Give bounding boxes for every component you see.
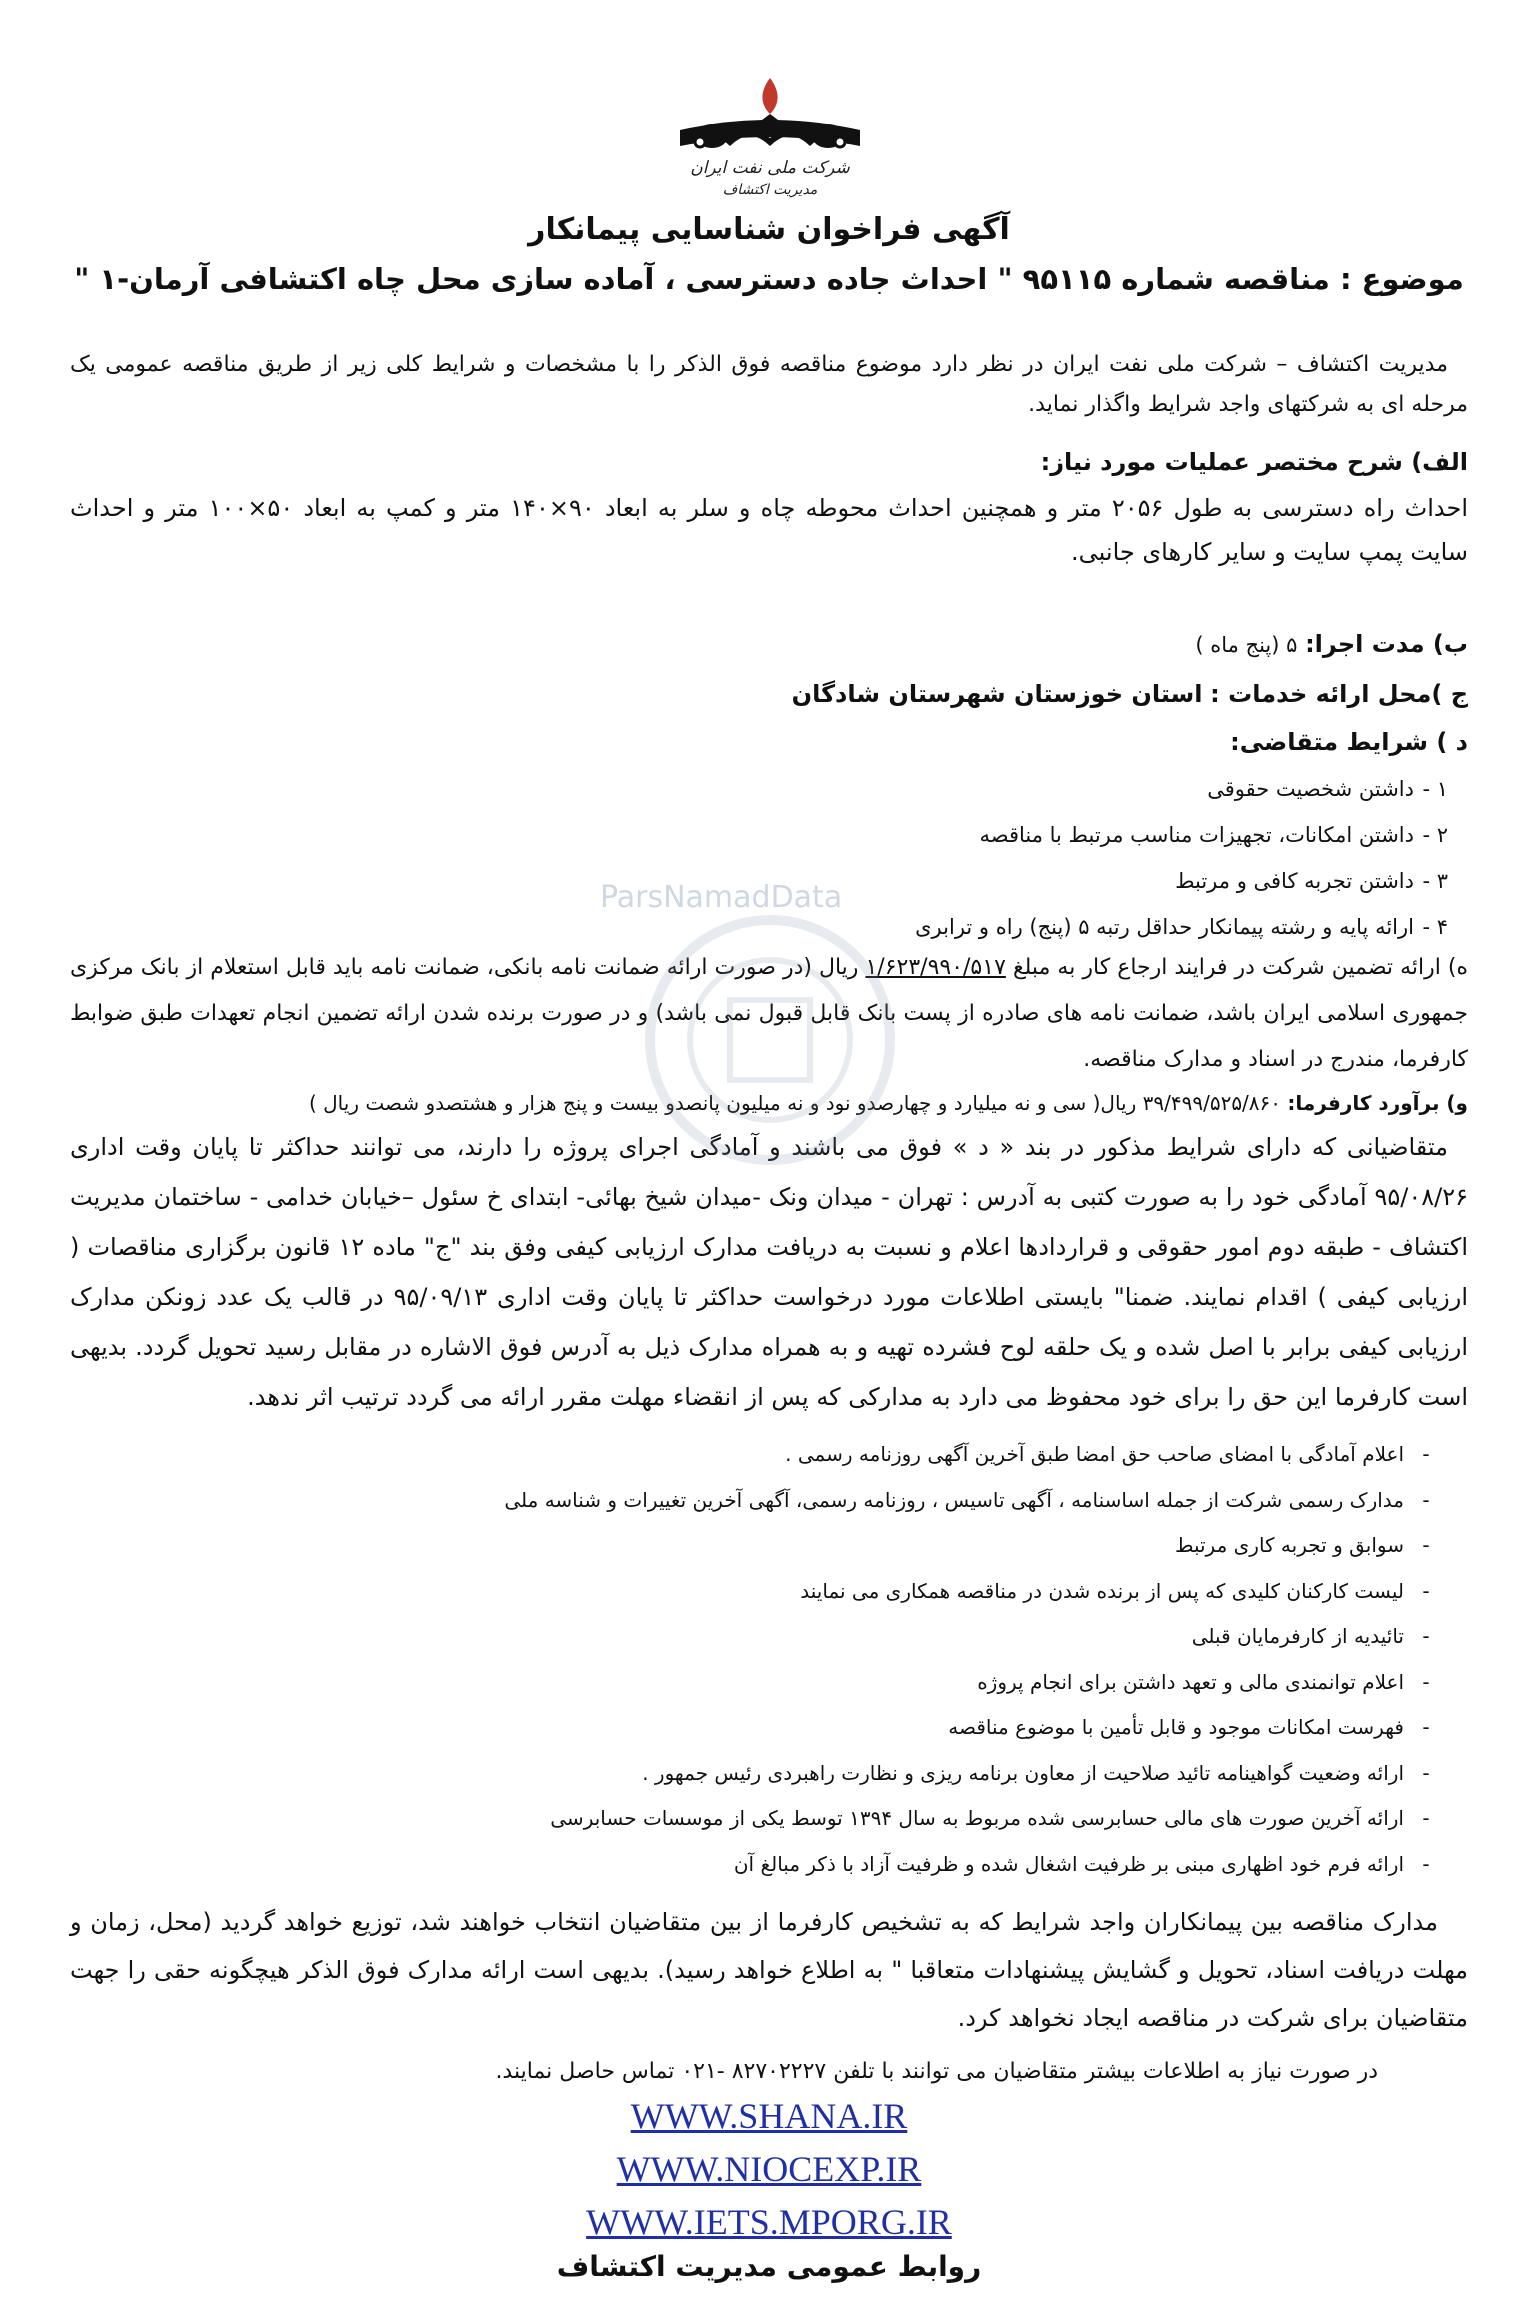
watermark-text: ParsNamadData — [600, 880, 843, 915]
list-item-text: فهرست امکانات موجود و قابل تأمین با موضوع مناقصه — [948, 1715, 1404, 1739]
list-item-text: سوابق و تجربه کاری مرتبط — [1174, 1533, 1404, 1557]
link-iets[interactable]: WWW.IETS.MPORG.IR — [586, 2202, 952, 2242]
logo-caption-department: مدیریت اکتشاف — [722, 182, 818, 198]
list-item-text: تائیدیه از کارفرمایان قبلی — [1191, 1624, 1404, 1648]
distribution-paragraph: مدارک مناقصه بین پیمانکاران واجد شرایط که به تشخیص کارفرما از بین متقاضیان انتخاب خواهند شد، توزیع خواهد گردید (محل، زمان و مهلت دریافت اسناد، تحویل و گشایش پیشنهادات متعاقبا " به اطلاع خواهد رسید). بدیهی است ارائه مدارک فوق الذکر هیچگونه حقی را جهت متقاضیان برای شرکت در مناقصه ایجاد نخواهد کرد. — [70, 1908, 1468, 2032]
section-c-label: ج )محل ارائه خدمات : — [1210, 680, 1468, 708]
link-shana[interactable]: WWW.SHANA.IR — [630, 2096, 908, 2136]
watermark-stamp-icon — [580, 890, 960, 1190]
list-item: -ارائه فرم خود اظهاری مبنی بر ظرفیت اشغال شده و ظرفیت آزاد با ذکر مبالغ آن — [733, 1851, 1430, 1876]
list-item-number: ۳ - — [1422, 869, 1448, 893]
list-item-text: داشتن شخصیت حقوقی — [1207, 777, 1414, 801]
section-v-value: ۳۹/۴۹۹/۵۲۵/۸۶۰ ریال( سی و نه میلیارد و چهارصدو نود و نه میلیون پانصدو بیست و پنج هزار و هشتصدو شصت ریال ) — [308, 1091, 1282, 1115]
list-item-text: ارائه وضعیت گواهینامه تائید صلاحیت از معاون برنامه ریزی و نظارت راهبردی رئیس جمهور . — [642, 1760, 1404, 1785]
contact-paragraph: در صورت نیاز به اطلاعات بیشتر متقاضیان می توانند با تلفن ۸۲۷۰۲۲۲۷ -۰۲۱ تماس حاصل نمایند. — [495, 2059, 1378, 2084]
section-e-text-end: ریال (در صورت ارائه ضمانت نامه بانکی، ضمانت نامه باید قابل استعلام از بانک مرکزی جمهوری اسلامی ایران باشد، ضمانت نامه های صادره از پست بانک قابل قبول نمی باشد) و در صورت برنده شدن ارائه تضمین انجام تعهدات طبق ضوابط کارفرما، مندرج در اسناد و مدارک مناقصه. — [70, 955, 1468, 1072]
list-item: -ارائه آخرین صورت های مالی حسابرسی شده مربوط به سال ۱۳۹۴ توسط یکی از موسسات حسابرسی — [550, 1806, 1430, 1830]
website-links — [0, 2090, 1538, 2249]
list-item-number: ۱ - — [1422, 777, 1448, 801]
logo-caption-company: شرکت ملی نفت ایران — [690, 158, 850, 178]
footer-signature: روابط عمومی مدیریت اکتشاف — [556, 2250, 982, 2283]
list-item: -اعلام توانمندی مالی و تعهد داشتن برای انجام پروژه — [977, 1669, 1430, 1694]
section-b-label: ب) مدت اجرا: — [1305, 630, 1468, 658]
list-item-text: مدارک رسمی شرکت از جمله اساسنامه ، آگهی تاسیس ، روزنامه رسمی، آگهی آخرین تغییرات و شناسه ملی — [504, 1487, 1404, 1512]
section-a-text: احداث راه دسترسی به طول ۲۰۵۶ متر و همچنین احداث محوطه چاه و سلر به ابعاد ۹۰×۱۴۰ متر و کمپ به ابعاد ۵۰×۱۰۰ متر و احداث سایت پمپ سایت و سایر کارهای جانبی. — [70, 494, 1469, 566]
section-c-value: استان خوزستان شهرستان شادگان — [791, 680, 1203, 708]
list-item-text: ارائه فرم خود اظهاری مبنی بر ظرفیت اشغال شده و ظرفیت آزاد با ذکر مبالغ آن — [733, 1851, 1404, 1876]
list-item-text: ارائه پایه و رشته پیمانکار حداقل رتبه ۵ (پنج) راه و ترابری — [915, 915, 1414, 939]
notice-subject: موضوع : مناقصه شماره ۹۵۱۱۵ " احداث جاده دسترسی ، آماده سازی محل چاه اکتشافی آرمان-۱ " — [74, 262, 1464, 296]
list-item-number: ۴ - — [1422, 915, 1448, 939]
notice-title: آگهی فراخوان شناسایی پیمانکار — [528, 212, 1010, 247]
list-item-number: ۲ - — [1422, 823, 1448, 847]
section-d-heading-text: د ) شرایط متقاضی: — [1230, 728, 1468, 756]
required-documents-list — [68, 1432, 1448, 1887]
list-item: -اعلام آمادگی با امضای صاحب حق امضا طبق آخرین آگهی روزنامه رسمی . — [785, 1442, 1430, 1466]
guarantee-amount: ۱/۶۲۳/۹۹۰/۵۱۷ — [865, 955, 1006, 980]
section-c — [70, 672, 1468, 716]
list-item-text: اعلام آمادگی با امضای صاحب حق امضا طبق آخرین آگهی روزنامه رسمی . — [785, 1442, 1404, 1466]
list-item: -سوابق و تجربه کاری مرتبط — [1174, 1533, 1430, 1557]
section-b-value: ۵ (پنج ماه ) — [1195, 633, 1298, 657]
list-item: -فهرست امکانات موجود و قابل تأمین با موضوع مناقصه — [948, 1715, 1430, 1739]
section-v-label: و) برآورد کارفرما: — [1287, 1091, 1468, 1115]
main-paragraph: متقاضیانی که دارای شرایط مذکور در بند « د » فوق می باشند و آمادگی اجرای پروژه را دارند، می توانند حداکثر تا پایان وقت اداری ۹۵/۰۸/۲۶ آمادگی خود را به صورت کتبی به آدرس : تهران - میدان ونک -میدان شیخ بهائی- ابتدای خ سئول –خیابان خدامی - ساختمان مدیریت اکتشاف - طبقه دوم امور حقوقی و قراردادها اعلام و نسبت به دریافت مدارک ارزیابی کیفی وفق بند "ج" ماده ۱۲ قانون برگزاری مناقصات ( ارزیابی کیفی ) اقدام نمایند. ضمنا" بایستی اطلاعات مورد درخواست حداکثر تا پایان وقت اداری ۹۵/۰۹/۱۳ در قالب یک عدد زونکن مدارک ارزیابی کیفی برابر با اصل شده و یک حلقه لوح فشرده تهیه و به همراه مدارک ذیل به آدرس فوق الاشاره در مقابل رسید تحویل گردد. بدیهی است کارفرما این حق را برای خود محفوظ می دارد به مدارکی که پس از انقضاء مهلت مقرر ارائه می گردد ترتیب اثر ندهد. — [70, 1133, 1468, 1411]
section-d-heading — [70, 720, 1468, 764]
list-item-text: لیست کارکنان کلیدی که پس از برنده شدن در مناقصه همکاری می نمایند — [800, 1578, 1404, 1603]
list-item-text: داشتن امکانات، تجهیزات مناسب مرتبط با مناقصه — [979, 823, 1414, 847]
company-logo — [650, 70, 890, 220]
list-item: -لیست کارکنان کلیدی که پس از برنده شدن در مناقصه همکاری می نمایند — [800, 1578, 1430, 1603]
section-e-text-start: ه) ارائه تضمین شرکت در فرایند ارجاع کار به مبلغ — [1005, 955, 1468, 980]
list-item: -تائیدیه از کارفرمایان قبلی — [1191, 1624, 1430, 1648]
section-a-heading: الف) شرح مختصر عملیات مورد نیاز: — [1040, 448, 1468, 476]
list-item — [68, 766, 1448, 812]
link-niocexp[interactable]: WWW.NIOCEXP.IR — [616, 2149, 922, 2189]
list-item-text: داشتن تجربه کافی و مرتبط — [1175, 869, 1414, 893]
list-item-text: ارائه آخرین صورت های مالی حسابرسی شده مربوط به سال ۱۳۹۴ توسط یکی از موسسات حسابرسی — [550, 1806, 1404, 1830]
section-b — [70, 622, 1468, 667]
list-item: -مدارک رسمی شرکت از جمله اساسنامه ، آگهی تاسیس ، روزنامه رسمی، آگهی آخرین تغییرات و شناسه ملی — [504, 1487, 1430, 1512]
list-item-text: اعلام توانمندی مالی و تعهد داشتن برای انجام پروژه — [977, 1669, 1404, 1694]
list-item: -ارائه وضعیت گواهینامه تائید صلاحیت از معاون برنامه ریزی و نظارت راهبردی رئیس جمهور . — [642, 1760, 1430, 1785]
intro-paragraph: مدیریت اکتشاف – شرکت ملی نفت ایران در نظر دارد موضوع مناقصه فوق الذکر را با مشخصات و شرایط کلی زیر از طریق مناقصه عمومی یک مرحله ای به شرکتهای واجد شرایط واگذار نماید. — [70, 352, 1468, 417]
list-item — [68, 812, 1448, 858]
